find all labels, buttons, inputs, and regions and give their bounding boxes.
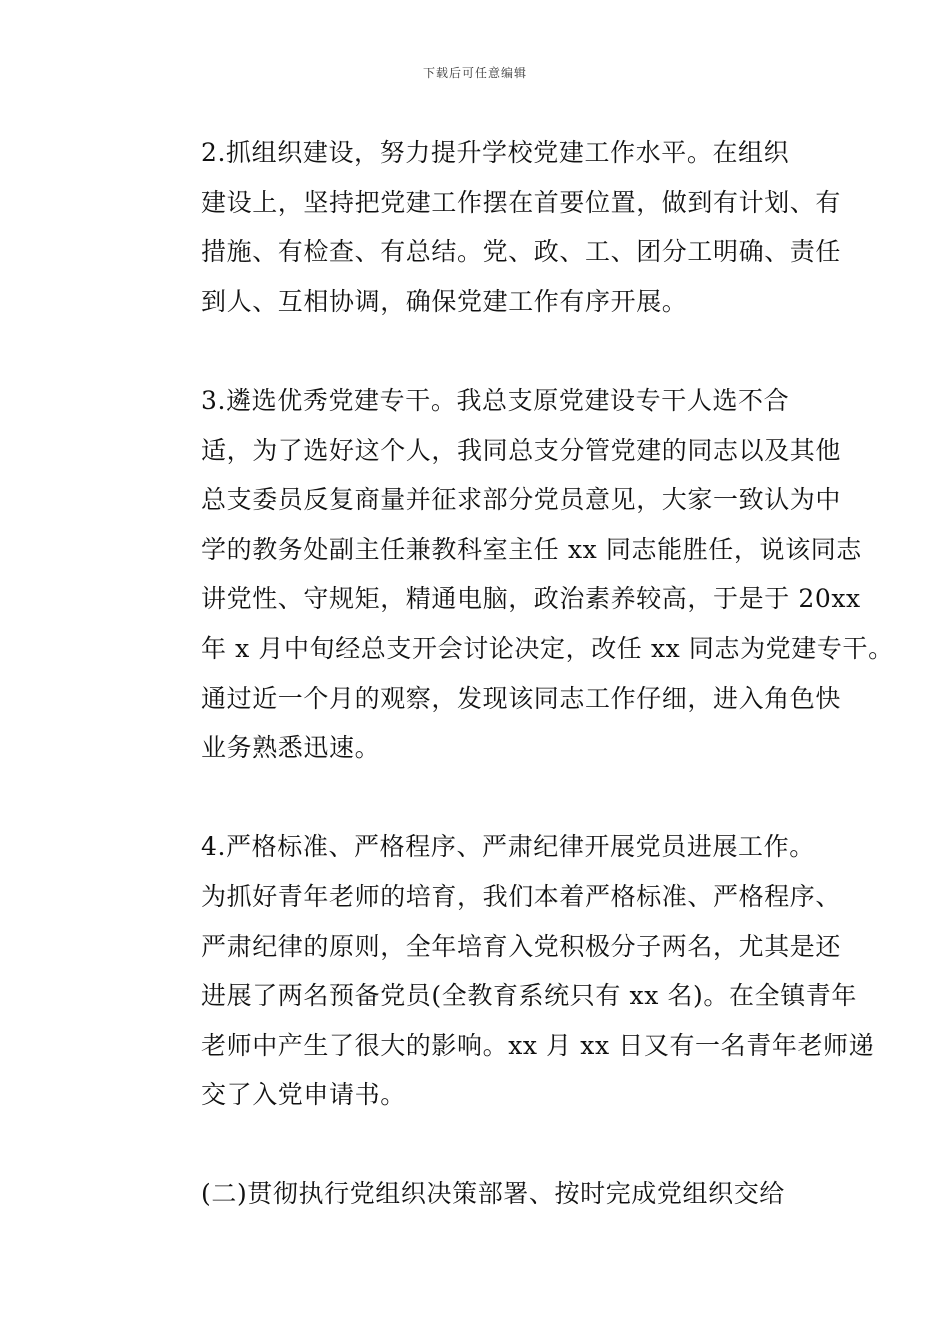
text-line: 业务熟悉迅速。 xyxy=(201,733,381,763)
text-line: 进展了两名预备党员(全教育系统只有 xx 名)。在全镇青年 xyxy=(201,981,858,1011)
text-line: 为抓好青年老师的培育，我们本着严格标准、严格程序、 xyxy=(201,881,842,911)
text-line: 年 x 月中旬经总支开会讨论决定，改任 xx 同志为党建专干。 xyxy=(201,633,894,663)
text-line: 通过近一个月的观察，发现该同志工作仔细，进入角色快 xyxy=(201,683,842,713)
paragraph-party-secretary-selection xyxy=(145,376,894,773)
paragraph-member-development xyxy=(145,822,875,1120)
paragraph-organization-building xyxy=(145,128,842,326)
text-line: 严肃纪律的原则，全年培育入党积极分子两名，尤其是还 xyxy=(201,931,842,961)
page-header: 下载后可任意编辑 xyxy=(422,66,527,80)
text-line: 老师中产生了很大的影响。xx 月 xx 日又有一名青年老师递 xyxy=(201,1030,875,1060)
text-line: 总支委员反复商量并征求部分党员意见，大家一致认为中 xyxy=(201,485,842,515)
text-line: 措施、有检查、有总结。党、政、工、团分工明确、责任 xyxy=(201,237,842,267)
text-line: (二)贯彻执行党组织决策部署、按时完成党组织交给 xyxy=(201,1179,785,1209)
text-line: 建设上，坚持把党建工作摆在首要位置，做到有计划、有 xyxy=(201,187,842,217)
text-line: 2.抓组织建设，努力提升学校党建工作水平。在组织 xyxy=(201,138,790,167)
paragraph-gap xyxy=(145,773,809,823)
text-line: 学的教务处副主任兼教科室主任 xx 同志能胜任，说该同志 xyxy=(201,534,862,564)
document-body xyxy=(145,128,894,1219)
text-line: 3.遴选优秀党建专干。我总支原党建设专干人选不合 xyxy=(201,385,790,415)
paragraph-gap xyxy=(145,326,809,376)
paragraph-section-two-heading xyxy=(145,1169,809,1219)
paragraph-gap xyxy=(145,1120,809,1170)
text-line: 4.严格标准、严格程序、严肃纪律开展党员进展工作。 xyxy=(201,832,815,862)
text-line: 交了入党申请书。 xyxy=(201,1080,406,1110)
text-line: 到人、互相协调，确保党建工作有序开展。 xyxy=(201,286,688,316)
text-line: 适，为了选好这个人，我同总支分管党建的同志以及其他 xyxy=(201,435,842,465)
text-line: 讲党性、守规矩，精通电脑，政治素养较高，于是于 20xx xyxy=(201,584,861,614)
